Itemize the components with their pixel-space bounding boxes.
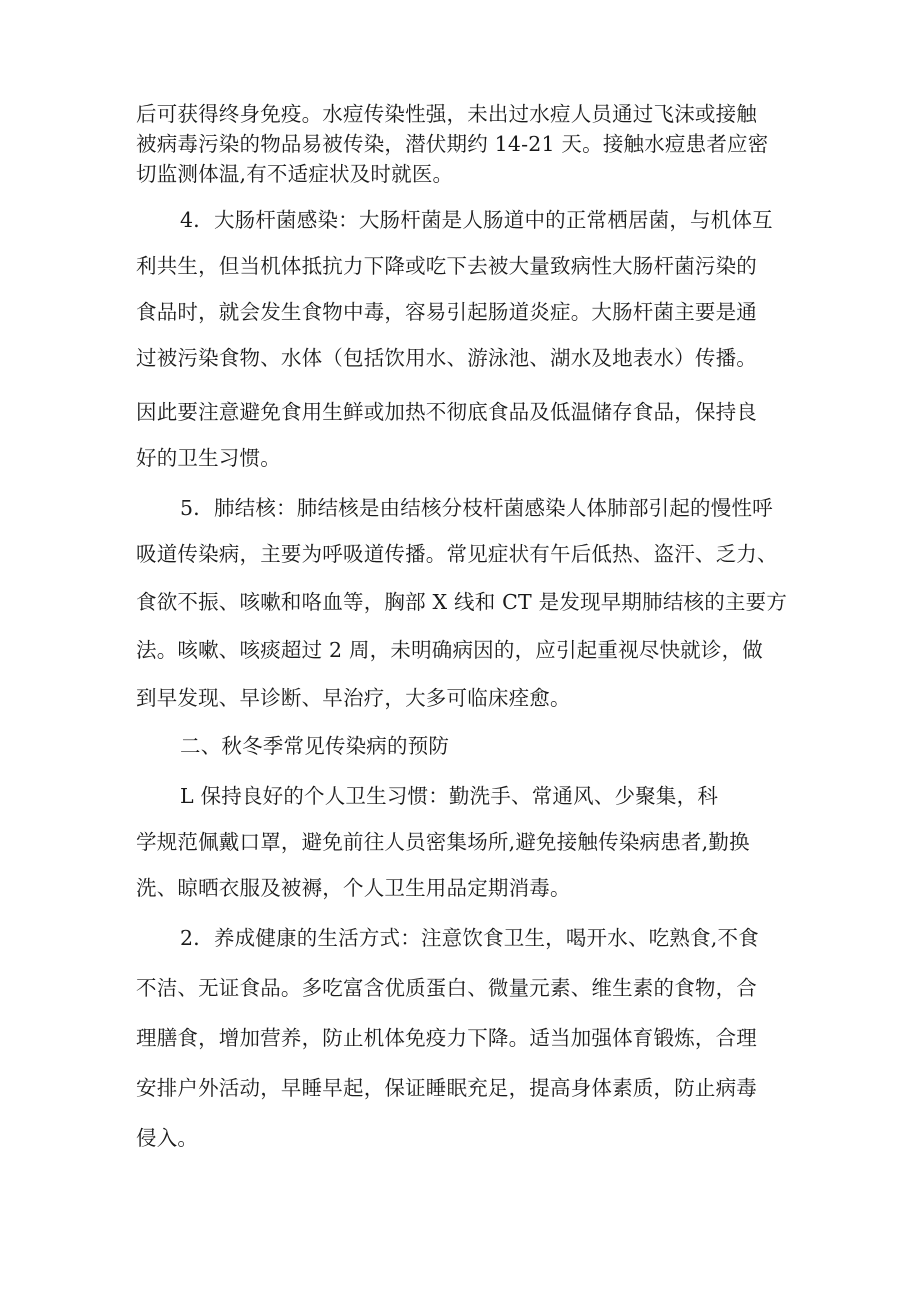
section2-heading: 二、秋冬季常见传染病的预防 [180,734,450,758]
item4-line-1: 4．大肠杆菌感染：大肠杆菌是人肠道中的正常栖居菌，与机体互 [180,208,773,232]
item5-line-4: 法。咳嗽、咳痰超过 2 周，未明确病因的，应引起重视尽快就诊，做 [136,638,763,662]
item4-line-5: 因此要注意避免食用生鲜或加热不彻底食品及低温储存食品，保持良 [136,400,757,424]
item4-line-3: 食品时，就会发生食物中毒，容易引起肠道炎症。大肠杆菌主要是通 [136,300,757,324]
prevention1-line-2: 学规范佩戴口罩，避免前往人员密集场所,避免接触传染病患者,勤换 [136,830,750,854]
item5-line-3: 食欲不振、咳嗽和咯血等，胸部 X 线和 CT 是发现早期肺结核的主要方 [136,590,788,614]
prevention2-line-2: 不洁、无证食品。多吃富含优质蛋白、微量元素、维生素的食物，合 [136,976,757,1000]
intro-line-3: 切监测体温,有不适症状及时就医。 [136,162,454,186]
prevention1-line-3: 洗、晾晒衣服及被褥，个人卫生用品定期消毒。 [136,876,571,900]
item5-line-1: 5．肺结核：肺结核是由结核分枝杆菌感染人体肺部引起的慢性呼 [180,496,773,520]
prevention2-line-4: 安排户外活动，早睡早起，保证睡眠充足，提高身体素质，防止病毒 [136,1076,757,1100]
item5-line-2: 吸道传染病，主要为呼吸道传播。常见症状有午后低热、盗汗、乏力、 [136,542,778,566]
intro-line-1: 后可获得终身免疫。水痘传染性强，未出过水痘人员通过飞沫或接触 [136,102,757,126]
item5-line-5: 到早发现、早诊断、早治疗，大多可临床痊愈。 [136,686,571,710]
prevention1-line-1: L 保持良好的个人卫生习惯：勤洗手、常通风、少聚集，科 [180,784,719,808]
prevention2-line-5: 侵入。 [136,1126,199,1150]
prevention2-line-1: 2．养成健康的生活方式：注意饮食卫生，喝开水、吃熟食,不食 [180,926,759,950]
item4-line-6: 好的卫生习惯。 [136,446,281,470]
intro-line-2: 被病毒污染的物品易被传染，潜伏期约 14-21 天。接触水痘患者应密 [136,132,769,156]
item4-line-2: 利共生，但当机体抵抗力下降或吃下去被大量致病性大肠杆菌污染的 [136,254,757,278]
item4-line-4: 过被污染食物、水体（包括饮用水、游泳池、湖水及地表水）传播。 [136,346,757,370]
prevention2-line-3: 理膳食，增加营养，防止机体免疫力下降。适当加强体育锻炼，合理 [136,1026,757,1050]
